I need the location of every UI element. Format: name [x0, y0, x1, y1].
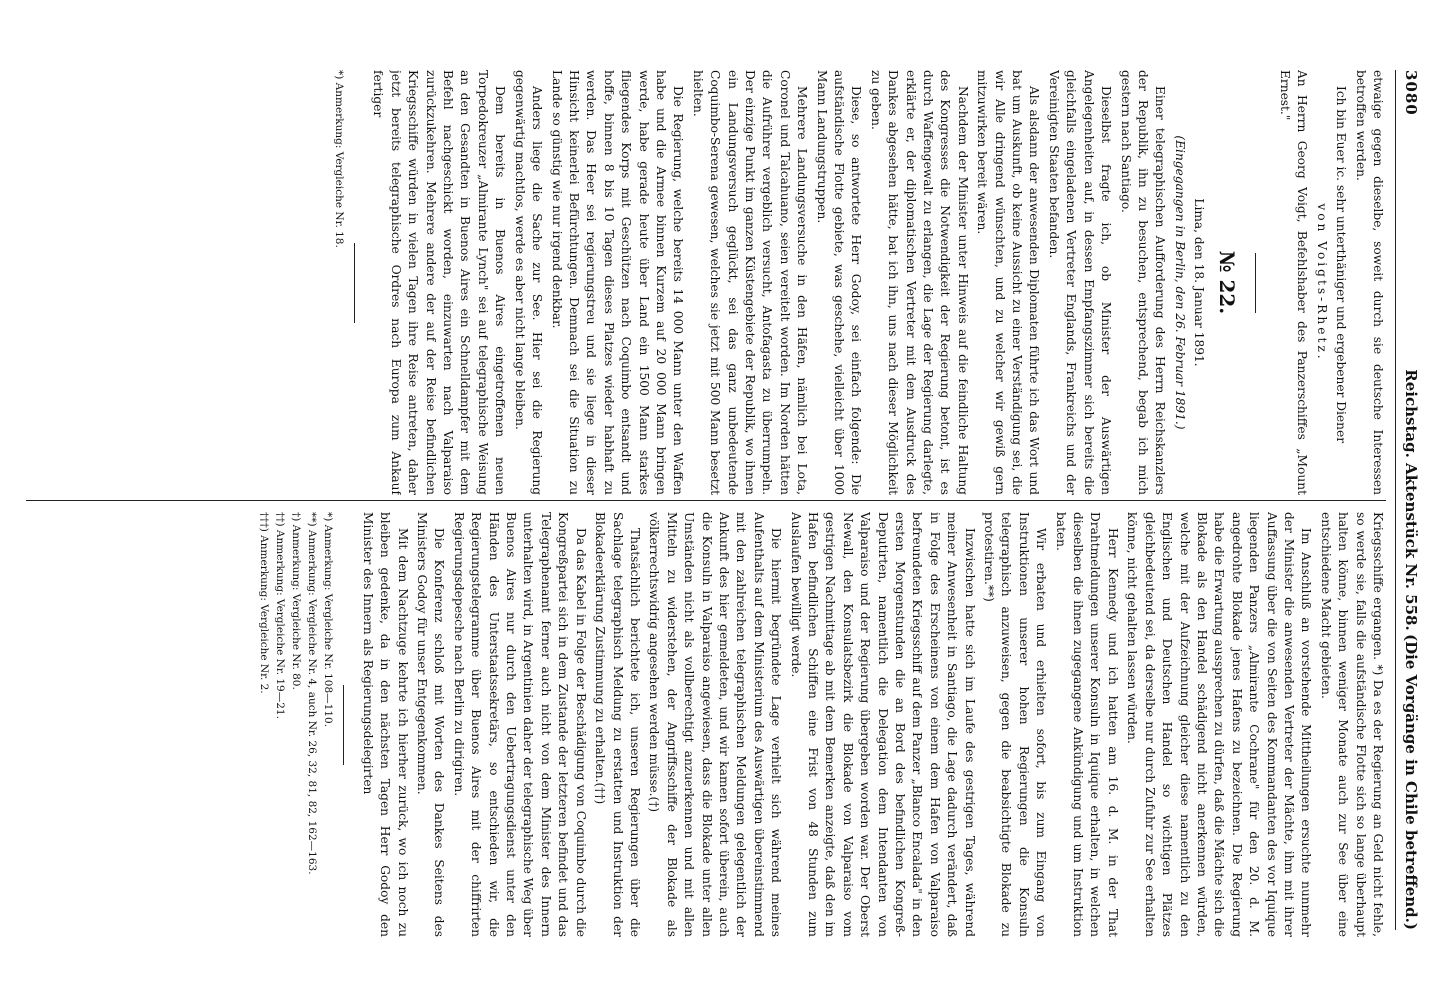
footnote: ††) Anmerkung: Vergleiche Nr. 19—21. [274, 512, 287, 719]
footnote: †) Anmerkung: Vergleiche Nr. 80. [290, 512, 303, 690]
paragraph: Im Anschluß an vorstehende Mittheilungen ersuchte nunmehr der Minister die anwesenden Vertreter der Mächte, ihm mit ihrer Auffassung über die von Seiten des Kommandanten des vor Iquique liegenden Panzers „Almirante Cochrane" für den 20. d. M. angedrohte Blokade jenes Hafens zu bezeichnen. Die Regierung habe die Erwartung aussprechen zu dürfen, daß die Mächte sich die Blokade als den Handel schädigend nicht anerkennen würden, welche mit der Aufzeichnung gleicher diese namentlich zu den Englischen und Deutschen Handel so wichtigen Plätzes gleichbedeutend sei, da derselbe nur durch Zufuhr zur See erhalten könne, nicht gehalten lassen würden. [1125, 512, 1314, 937]
paragraph: Mit dem Nachtzuge kehrte ich hierher zurück, wo ich noch zu bleiben gedenke, da in den nächsten Tagen Herr Godoy den Minister des Innern als Regierungsdelegirten [360, 512, 410, 937]
footnote: *) Anmerkung: Vergleiche Nr. 108—110. [322, 512, 335, 728]
document-number: № 22. [1214, 250, 1239, 315]
paragraph: Wir erbaten und erhielten sofort, bis zum Eingang von Instruktionen unserer hohen Regierungen die Konsuln telegraphisch anzuweisen, gegen die beabsichtigte Blokade zu protestiren.**) [982, 512, 1049, 937]
footnote: †††) Anmerkung: Vergleiche Nr. 2. [258, 512, 271, 694]
paragraph: Diese, so antwortete Herr Godoy, sei einfach folgende: Die aufständische Flotte gebiete, was geschehe, vielleicht über 1000 Mann Landungstruppen. [814, 70, 864, 495]
paragraph: Als alsdann der anwesenden Diplomaten führte ich das Wort und bat um Auskunft, ob keine Aussicht zu einer Verständigung sei, die wir Alle dringend wünschten, und zu welcher wir gewiß gern mitzuwirken bereit wären. [975, 70, 1042, 495]
footnote-rule [343, 685, 344, 765]
page-title: Reichstag. Aktenstück Nr. 558. [1402, 369, 1420, 631]
paragraph: Inzwischen hatte sich im Laufe des gestrigen Tages, während meiner Anwesenheit in Santiago, die Lage dadurch verändert, daß in Folge des Erscheinens von einem dem Hafen von Valparaiso befreundeten Kriegsschiff auf dem Panzer „Blanco Encalada" in den ersten Morgenstunden die an Bord des befindlichen Kongreß-Deputirten, namentlich die Delegation dem Intendanten von Valparaiso und der Regierung übergeben worden war. Der Oberst Newall, den Konsulatsbezirk die Blokade von Valparaiso vom gestrigen Nachmittage ab mit dem Bemerken anzeigte, daß den im Hafen befindlichen Schiffen eine Frist von 48 Stunden zum Auslaufen bewilligt werde. [788, 512, 977, 937]
page-number: 3080 [1402, 70, 1420, 116]
received-note: (Eingegangen in Berlin, den 26. Februar 1891.) [1172, 135, 1187, 430]
signature: von Voigts-Rhetz. [1314, 203, 1329, 362]
page-header [1395, 70, 1424, 930]
paragraph: Die Regierung, welche bereits 14 000 Mann unter den Waffen habe und die Armee binnen Kurzem auf 20 000 Mann bringen werde, habe gerade heute über Land ein 1500 Mann starkes fliegendes Korps mit Geschützen nach Coquimbo entsandt und hoffe, binnen 8 bis 10 Tagen dieses Platzes wieder habhaft zu werden. Das Heer sei regierungstreu und sie liege in dieser Hinsicht keinerlei Befürchtungen. Demnach sei die Situation zu Lande so günstig wie nur irgend denkbar. [549, 70, 686, 495]
paragraph: Anders liege die Sache zur See. Hier sei die Regierung gegenwärtig machtlos, werde es aber nicht lange bleiben. [512, 70, 545, 495]
footnote: *) Anmerkung: Vergleiche Nr. 18. [333, 70, 346, 248]
paragraph: Thatsächlich berichtete ich, unseren Regierungen über die Sachlage telegraphisch Meldung zu erstatten und Instruktion der Blokadeerklärung Zustimmung zu erhalten.(††) [593, 512, 642, 937]
right-column [26, 512, 1386, 937]
paragraph: Die Konferenz schloß mit Worten des Dankes Seitens des Ministers Godoy für unser Entgegenkommen. [415, 512, 447, 937]
paragraph: Die hiermit begründete Lage verhielt sich während meines Aufenthalts auf dem Ministerium des Auswärtigen übereinstimmend mit den zahlreichen telegraphischen Meldungen gelegentlich der Ankunft des hier gemeldeten, und wir kamen sofort überein, auch die Konsuln in Valparaiso angewiesen, dass die Blokade unter allen Umständen nicht als vollberechtigt anzuerkennen und mit allen Mitteln zu widerstehen, der Angriffsschiffe der Blokade als völkerrechtswidrig angesehen werden müsse.(†) [647, 512, 784, 937]
paragraph: Dieselbst fragte ich, ob Minister der Auswärtigen Angelegenheiten auf, in dessen Empfangszimmer sich bereits die gleichfalls eingeladenen Vertreter Englands, Frankreichs und der Vereinigten Staaten befanden. [1046, 70, 1114, 495]
paragraph: Mehrere Landungsversuche in den Häfen, nämlich bei Lota, Coronel und Talcahuano, seien vereitelt worden. Im Norden hätten die Aufrührer vergeblich versucht, Antofagasta zu überrumpeln. Der einzige Punkt im ganzen Küstengebiete der Republik, wo ihnen ein Landungsversuch geglückt, sei das ganz unbedeutende Coquimbo-Serena gewesen, welches sie jetzt mit 500 Mann besetzt hielten. [690, 70, 810, 495]
dateline: Lima, den 18. Januar 1891. [1192, 198, 1207, 367]
addressee: An Herrn Georg Voigt, Befehlshaber des Panzerschiffes „Mount Ernest." [1277, 70, 1310, 495]
paragraph: etwaige gegen dieselbe, soweit durch sie deutsche Interessen betroffen werden. [1353, 70, 1385, 495]
paragraph: Einer telegraphischen Aufforderung des Herrn Reichskanzlers der Republik, ihn zu besuchen, entsprechend, begab ich mich gestern nach Santiago. [1118, 70, 1168, 495]
column-divider [26, 500, 1386, 501]
footnote: **) Anmerkung: Vergleiche Nr. 4, auch Nr. 26, 32, 81, 82, 162—163. [306, 512, 319, 875]
paragraph: Dem bereits in Buenos Aires eingetroffenen neuen Torpedokreuzer „Almirante Lynch" sei auf telegraphische Weisung an den Gesandten in Buenos Aires ein Schnelldampfer mit dem Befehl nachgeschickt worden, einzuwarten nach Valparaiso zurückzukehren. Mehrere andere der auf der Reise befindlichen Kriegsschiffe würden in vielen Tagen ihre Reise antreten, daher jetzt bereits telegraphische Ordres nach Europa zum Ankauf fertiger [371, 70, 508, 495]
left-column [26, 70, 1386, 495]
paragraph: Kriegsschiffe ergangen. *) Da es der Regierung an Geld nicht fehle, so werde sie, falls die aufständische Flotte sich so lange überhaupt halten könne, binnen weniger Monate auch zur See über eine entschiedene Macht gebieten. [1318, 512, 1385, 937]
paragraph: Ich bin Euer ic. sehr unterthäniger und ergebener Diener [1334, 86, 1349, 444]
paragraph: Da das Kabel in Folge der Beschädigung von Coquimbo durch die Kongreßpartei sich in dem Zustande der letzteren befindet und das Telegraphenamt ferner auch nicht von dem Minister des Innern unterhalten wird, in Argentinien daher der telegraphische Weg über Buenos Aires nur durch den Uebertragungsdienst unter den Händen des Unterstaatssekretärs, so entschieden wir, die Regierungstelegramme über Buenos Aires mit der chiffrirten Regierungsdepesche nach Berlin zu dirigiren. [451, 512, 588, 937]
running-head: (Die Vorgänge in Chile betreffend.) [1402, 634, 1420, 930]
paragraph: Nachdem der Minister unter Hinweis auf die feindliche Haltung des Kongresses die Notwendigkeit der Regierung betont, ist es durch Waffengewalt zu erlangen, die Lage der Regierung darlegte, erklärte er, der diplomatischen Vertreter mit dem Ausdruck des Dankes abgesehen hätte, bat ich ihn, uns nach dieser Möglichkeit zu geben. [868, 70, 970, 495]
footnote-rule [354, 243, 355, 323]
paragraph: Herr Kennedy und ich hatten am 16. d. M. in der That Drahtmeldungen unserer Konsuln in Iquique erhalten, in welchen dieselben die ihnen zugegangene Ankündigung und um Instruktion baten. [1053, 512, 1120, 937]
separator [1255, 253, 1256, 313]
